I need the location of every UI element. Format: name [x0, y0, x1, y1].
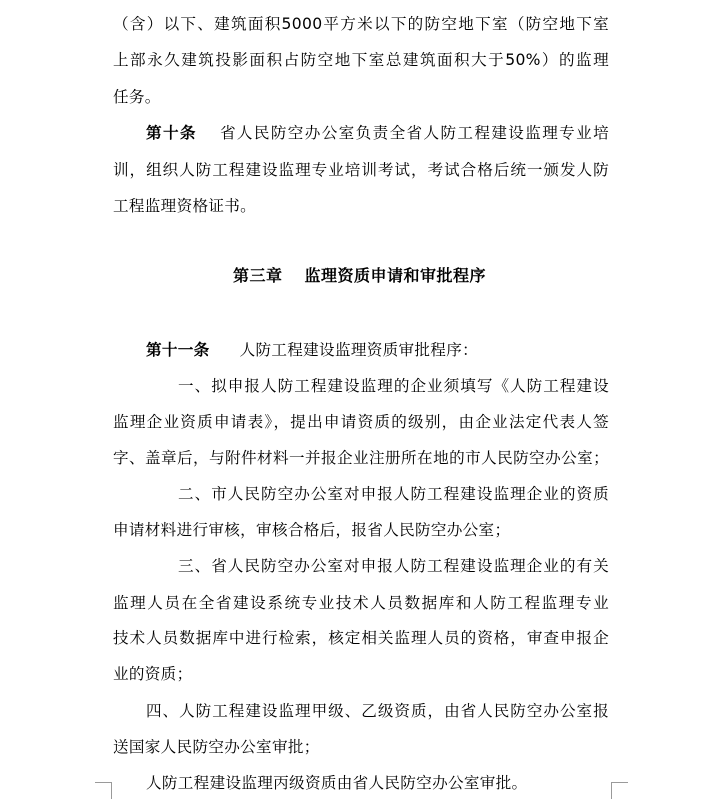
item-3-line-3: 技术人员数据库中进行检索，核定相关监理人员的资格，审查申报企 [113, 629, 609, 647]
item-3-line-1: 三、省人民防空办公室对申报人防工程建设监理企业的有关 [178, 557, 609, 575]
item-2-line-1: 二、市人民防空办公室对申报人防工程建设监理企业的资质 [178, 485, 609, 503]
item-2-line-2: 申请材料进行审核，审核合格后，报省人民防空办公室； [113, 521, 511, 539]
continuation-line-1: （含）以下、建筑面积5000平方米以下的防空地下室（防空地下室 [113, 15, 609, 33]
item-3-line-4: 业的资质； [113, 665, 193, 683]
article-11-line [146, 340, 609, 360]
continuation-line-3: 任务。 [113, 88, 161, 106]
article-10-line-1 [146, 123, 609, 143]
item-1-line-1: 一、拟申报人防工程建设监理的企业须填写《人防工程建设 [178, 377, 609, 395]
page-corner-mark-left [95, 782, 112, 799]
page-corner-mark-right [611, 782, 628, 799]
item-4-line-1: 四、人防工程建设监理甲级、乙级资质，由省人民防空办公室报 [146, 702, 609, 720]
article-10-line-3: 工程监理资格证书。 [113, 197, 257, 215]
item-1-line-2: 监理企业资质申请表》，提出申请资质的级别，由企业法定代表人签 [113, 413, 609, 431]
chapter-title: 监理资质申请和审批程序 [304, 266, 487, 285]
article-10-text: 省人民防空办公室负责全省人防工程建设监理专业培 [218, 124, 609, 142]
chapter-heading [0, 266, 719, 286]
article-10-line-2: 训，组织人防工程建设监理专业培训考试，考试合格后统一颁发人防 [113, 161, 609, 179]
item-1-line-3: 字、盖章后，与附件材料一并报企业注册所在地的市人民防空办公室； [113, 449, 609, 467]
article-10-label: 第十条 [146, 124, 197, 142]
continuation-line-2: 上部永久建筑投影面积占防空地下室总建筑面积大于50%）的监理 [113, 51, 609, 69]
article-11-text: 人防工程建设监理资质审批程序： [239, 341, 478, 359]
item-3-line-2: 监理人员在全省建设系统专业技术人员数据库和人防工程监理专业 [113, 594, 609, 612]
article-11-label: 第十一条 [146, 341, 210, 359]
chapter-number: 第三章 [232, 266, 283, 285]
item-4-line-2: 送国家人民防空办公室审批； [113, 738, 320, 756]
item-4b-line-1: 人防工程建设监理丙级资质由省人民防空办公室审批。 [146, 774, 528, 792]
